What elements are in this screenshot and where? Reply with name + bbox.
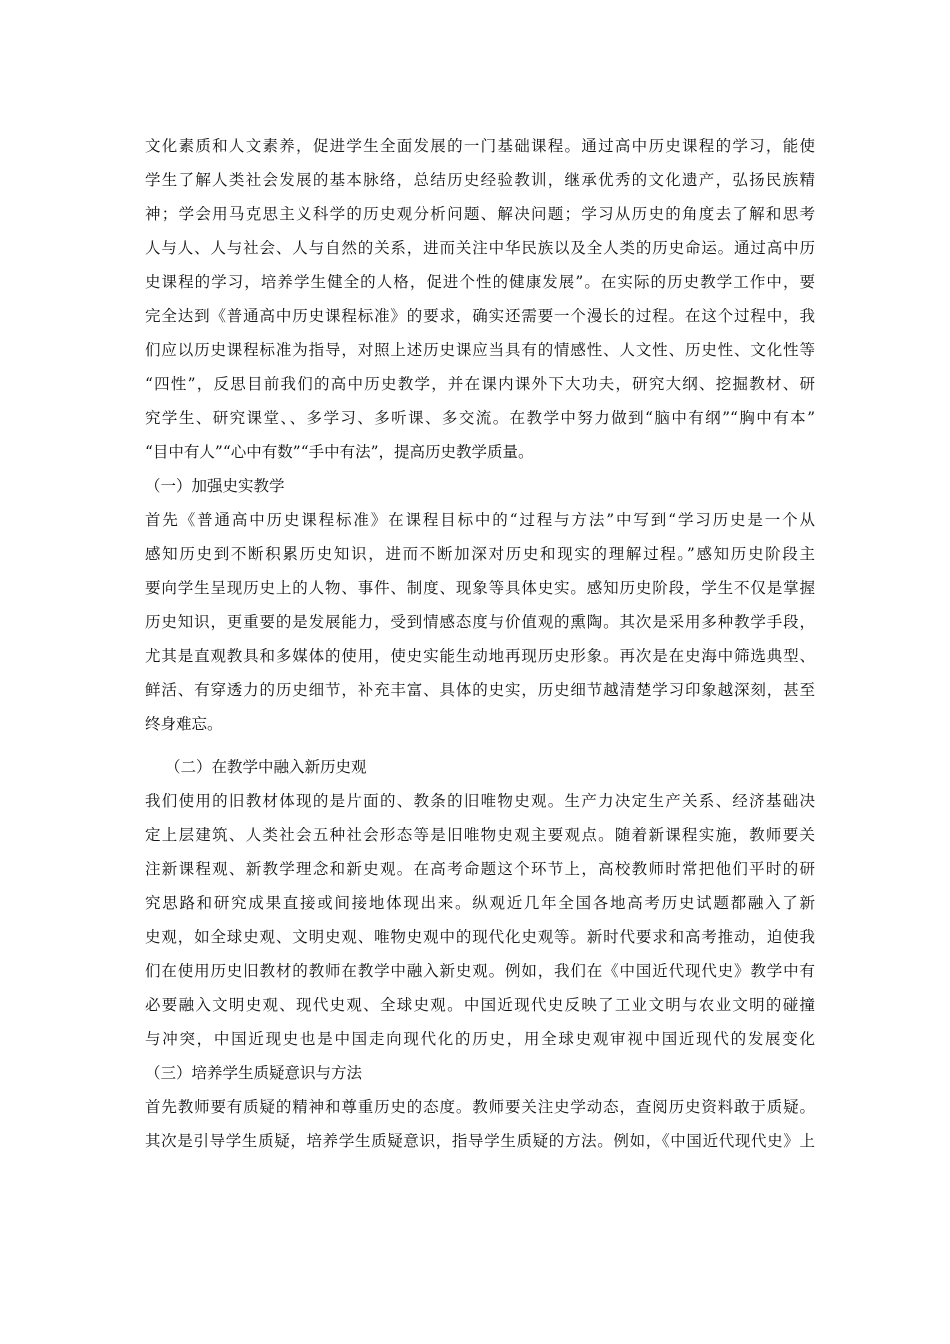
text-line: 鲜活、有穿透力的历史细节，补充丰富、具体的史实，历史细节越清楚学习印象越深刻，甚至 (145, 681, 815, 699)
text-line: 注新课程观、新教学理念和新史观。在高考命题这个环节上，高校教师时常把他们平时的研 (145, 860, 815, 878)
text-line: 神；学会用马克思主义科学的历史观分析问题、解决问题；学习从历史的角度去了解和思考 (145, 205, 815, 223)
text-line: 究学生、研究课堂、、多学习、多听课、多交流。在教学中努力做到“脑中有纲”“胸中有本” (145, 409, 815, 427)
text-line: 首先教师要有质疑的精神和尊重历史的态度。教师要关注史学动态，查阅历史资料敢于质疑。 (145, 1098, 815, 1116)
text-line: 学生了解人类社会发展的基本脉络，总结历史经验教训，继承优秀的文化遗产，弘扬民族精 (145, 171, 815, 189)
text-line: 历史知识，更重要的是发展能力，受到情感态度与价值观的熏陶。其次是采用多种教学手段， (145, 613, 815, 631)
text-line: 文化素质和人文素养，促进学生全面发展的一门基础课程。通过高中历史课程的学习，能使 (145, 137, 815, 155)
text-line: 终身难忘。 (145, 715, 223, 733)
section-heading: （三）培养学生质疑意识与方法 (145, 1064, 363, 1082)
text-line: “目中有人”“心中有数”“手中有法”，提高历史教学质量。 (145, 443, 534, 461)
text-line: 感知历史到不断积累历史知识，进而不断加深对历史和现实的理解过程。”感知历史阶段主 (145, 545, 815, 563)
text-line: 人与人、人与社会、人与自然的关系，进而关注中华民族以及全人类的历史命运。通过高中历 (145, 239, 815, 257)
text-line: 们应以历史课程标准为指导，对照上述历史课应当具有的情感性、人文性、历史性、文化性等 (145, 341, 815, 359)
text-line: 定上层建筑、人类社会五种社会形态等是旧唯物史观主要观点。随着新课程实施，教师要关 (145, 826, 815, 844)
text-line: 完全达到《普通高中历史课程标准》的要求，确实还需要一个漫长的过程。在这个过程中，我 (145, 307, 815, 325)
text-line: 史观，如全球史观、文明史观、唯物史观中的现代化史观等。新时代要求和高考推动，迫使我 (145, 928, 815, 946)
text-line: 究思路和研究成果直接或间接地体现出来。纵观近几年全国各地高考历史试题都融入了新 (145, 894, 815, 912)
text-line: 必要融入文明史观、现代史观、全球史观。中国近现代史反映了工业文明与农业文明的碰撞 (145, 996, 815, 1014)
text-line: “四性”，反思目前我们的高中历史教学，并在课内课外下大功夫，研究大纲、挖掘教材、研 (145, 375, 815, 393)
text-line: 与冲突，中国近现史也是中国走向现代化的历史，用全球史观审视中国近现代的发展变化 (145, 1030, 815, 1048)
text-line: 史课程的学习，培养学生健全的人格，促进个性的健康发展”。在实际的历史教学工作中，要 (145, 273, 815, 291)
section-heading: （二）在教学中融入新历史观 (165, 758, 367, 776)
text-line: 我们使用的旧教材体现的是片面的、教条的旧唯物史观。生产力决定生产关系、经济基础决 (145, 792, 815, 810)
text-line: 尤其是直观教具和多媒体的使用，使史实能生动地再现历史形象。再次是在史海中筛选典型、 (145, 647, 815, 665)
section-heading: （一）加强史实教学 (145, 477, 285, 495)
text-line: 首先《普通高中历史课程标准》在课程目标中的“过程与方法”中写到“学习历史是一个从 (145, 511, 815, 529)
text-line: 要向学生呈现历史上的人物、事件、制度、现象等具体史实。感知历史阶段，学生不仅是掌握 (145, 579, 815, 597)
text-line: 其次是引导学生质疑，培养学生质疑意识，指导学生质疑的方法。例如，《中国近代现代史》上 (145, 1132, 815, 1150)
text-line: 们在使用历史旧教材的教师在教学中融入新史观。例如，我们在《中国近代现代史》教学中有 (145, 962, 815, 980)
